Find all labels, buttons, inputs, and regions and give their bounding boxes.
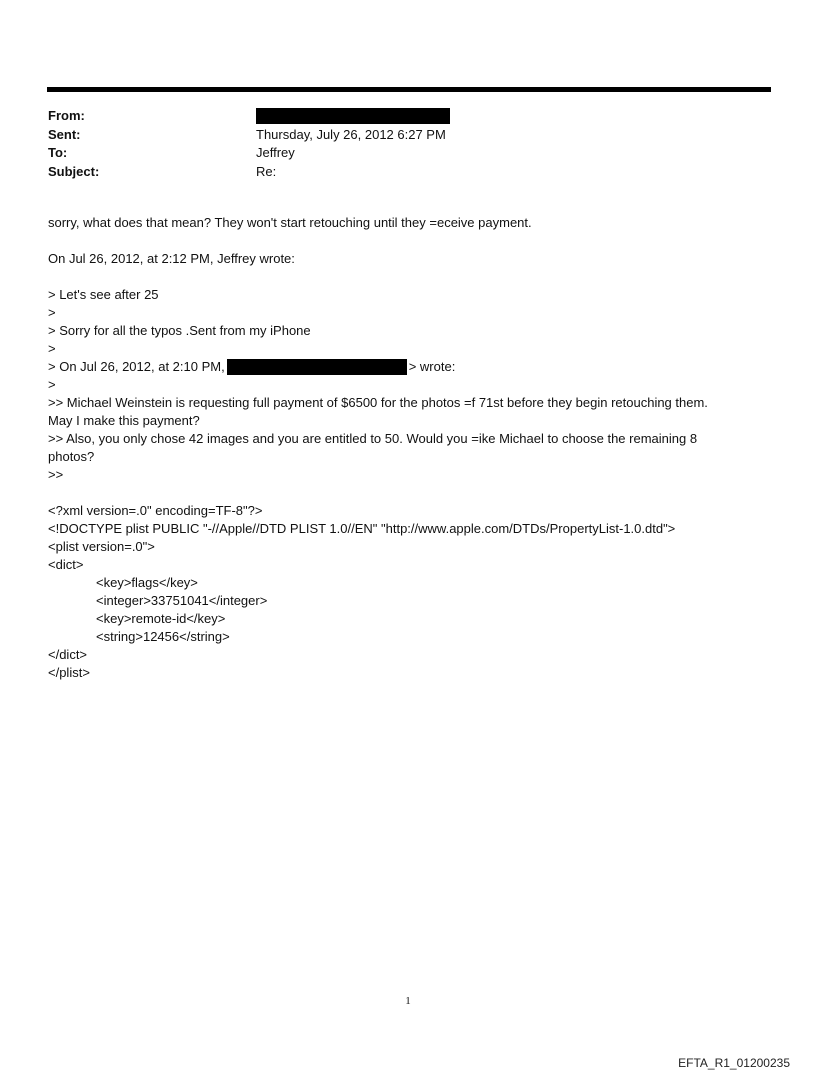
email-header <box>48 107 768 181</box>
subject-value: Re: <box>256 163 277 179</box>
quoted-line: > Let's see after 25 <box>48 287 159 302</box>
body-line: On Jul 26, 2012, at 2:12 PM, Jeffrey wrote: <box>48 251 295 266</box>
from-label: From: <box>48 108 85 123</box>
redacted-name <box>227 359 407 375</box>
body-line: sorry, what does that mean? They won't start retouching until they =eceive payment. <box>48 215 532 230</box>
redacted-sender <box>256 108 450 124</box>
quoted-line: May I make this payment? <box>48 413 200 428</box>
xml-line: <string>12456</string> <box>96 629 230 644</box>
xml-line: <integer>33751041</integer> <box>96 593 268 608</box>
sent-value: Thursday, July 26, 2012 6:27 PM <box>256 126 446 142</box>
xml-line: </plist> <box>48 665 90 680</box>
quoted-line-with-redaction <box>48 358 788 376</box>
quoted-line: > Sorry for all the typos .Sent from my iPhone <box>48 323 311 338</box>
subject-row <box>48 163 768 182</box>
quoted-line: > <box>48 305 56 320</box>
sent-label: Sent: <box>48 126 81 142</box>
blank-line <box>48 232 788 250</box>
xml-line: <?xml version=.0" encoding=TF-8"?> <box>48 503 263 518</box>
xml-line: </dict> <box>48 647 88 662</box>
to-row <box>48 144 768 163</box>
xml-line: <dict> <box>48 557 84 572</box>
quoted-line: photos? <box>48 449 95 464</box>
xml-line: <key>flags</key> <box>96 575 198 590</box>
sent-row <box>48 126 768 145</box>
quoted-line: >> <box>48 467 64 482</box>
xml-line: <plist version=.0"> <box>48 539 155 554</box>
quoted-line-suffix: > wrote: <box>408 359 456 374</box>
to-label: To: <box>48 145 68 160</box>
xml-line: <!DOCTYPE plist PUBLIC "-//Apple//DTD PLIST 1.0//EN" "http://www.apple.com/DTDs/PropertyList-1.0.dtd"> <box>48 521 676 536</box>
header-rule <box>47 87 771 92</box>
page-number: 1 <box>405 995 411 1007</box>
blank-line <box>48 268 788 286</box>
to-value: Jeffrey <box>256 145 295 160</box>
from-row <box>48 107 768 126</box>
quoted-line-prefix: > On Jul 26, 2012, at 2:10 PM, <box>48 359 225 374</box>
xml-line: <key>remote-id</key> <box>96 611 226 626</box>
document-id: EFTA_R1_01200235 <box>678 1056 790 1070</box>
quoted-line: >> Michael Weinstein is requesting full payment of $6500 for the photos =f 71st before they begin retouching them. <box>48 395 708 410</box>
quoted-line: >> Also, you only chose 42 images and you are entitled to 50. Would you =ike Michael to choose the remaining 8 <box>48 431 698 446</box>
quoted-line: > <box>48 377 56 392</box>
quoted-line: > <box>48 341 56 356</box>
blank-line <box>48 484 788 502</box>
subject-label: Subject: <box>48 163 100 179</box>
email-body <box>48 214 788 682</box>
